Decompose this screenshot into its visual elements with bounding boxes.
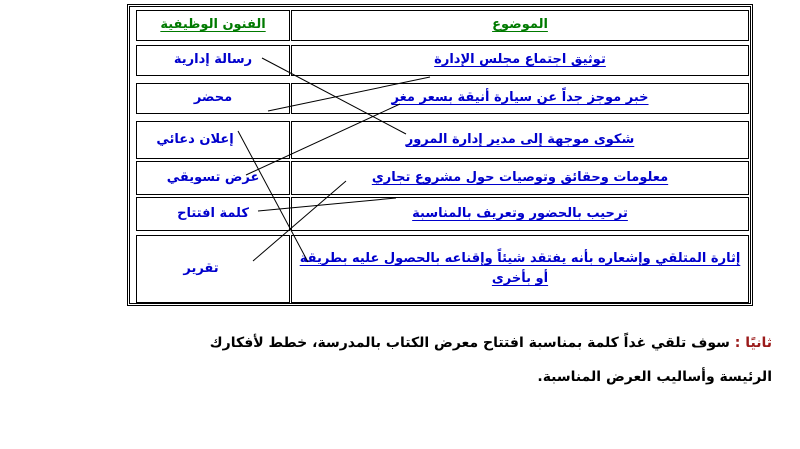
type-cell: عرض تسويقي [136,161,290,195]
type-cell: محضر [136,83,290,114]
type-cell: رسالة إدارية [136,45,290,76]
topic-cell: إثارة المتلقي وإشعاره بأنه يفتقد شيئاً وإقناعه بالحصول عليه بطريقة أو بأخرى [291,235,749,303]
topic-cell: ترحيب بالحضور وتعريف بالمناسبة [291,197,749,231]
topic-cell: شكوى موجهة إلى مدير إدارة المرور [291,121,749,159]
task-paragraph [12,326,772,394]
matching-table [127,4,753,306]
type-cell: كلمة افتتاح [136,197,290,231]
task-line-1: ثانيًا : سوف تلقي غداً كلمة بمناسبة افتتاح معرض الكتاب بالمدرسة، خطط لأفكارك [209,335,772,351]
topic-cell: معلومات وحقائق وتوصيات حول مشروع تجاري [291,161,749,195]
header-topic: الموضوع [291,10,749,41]
topic-cell: خبر موجز جداً عن سيارة أنيقة بسعر مغر [291,83,749,114]
task-line-2: الرئيسة وأساليب العرض المناسبة. [537,369,772,385]
task-label: ثانيًا : [734,335,772,351]
header-functional-arts: الفنون الوظيفية [136,10,290,41]
type-cell: إعلان دعائي [136,121,290,159]
topic-cell: توثيق اجتماع مجلس الإدارة [291,45,749,76]
type-cell: تقرير [136,235,290,303]
